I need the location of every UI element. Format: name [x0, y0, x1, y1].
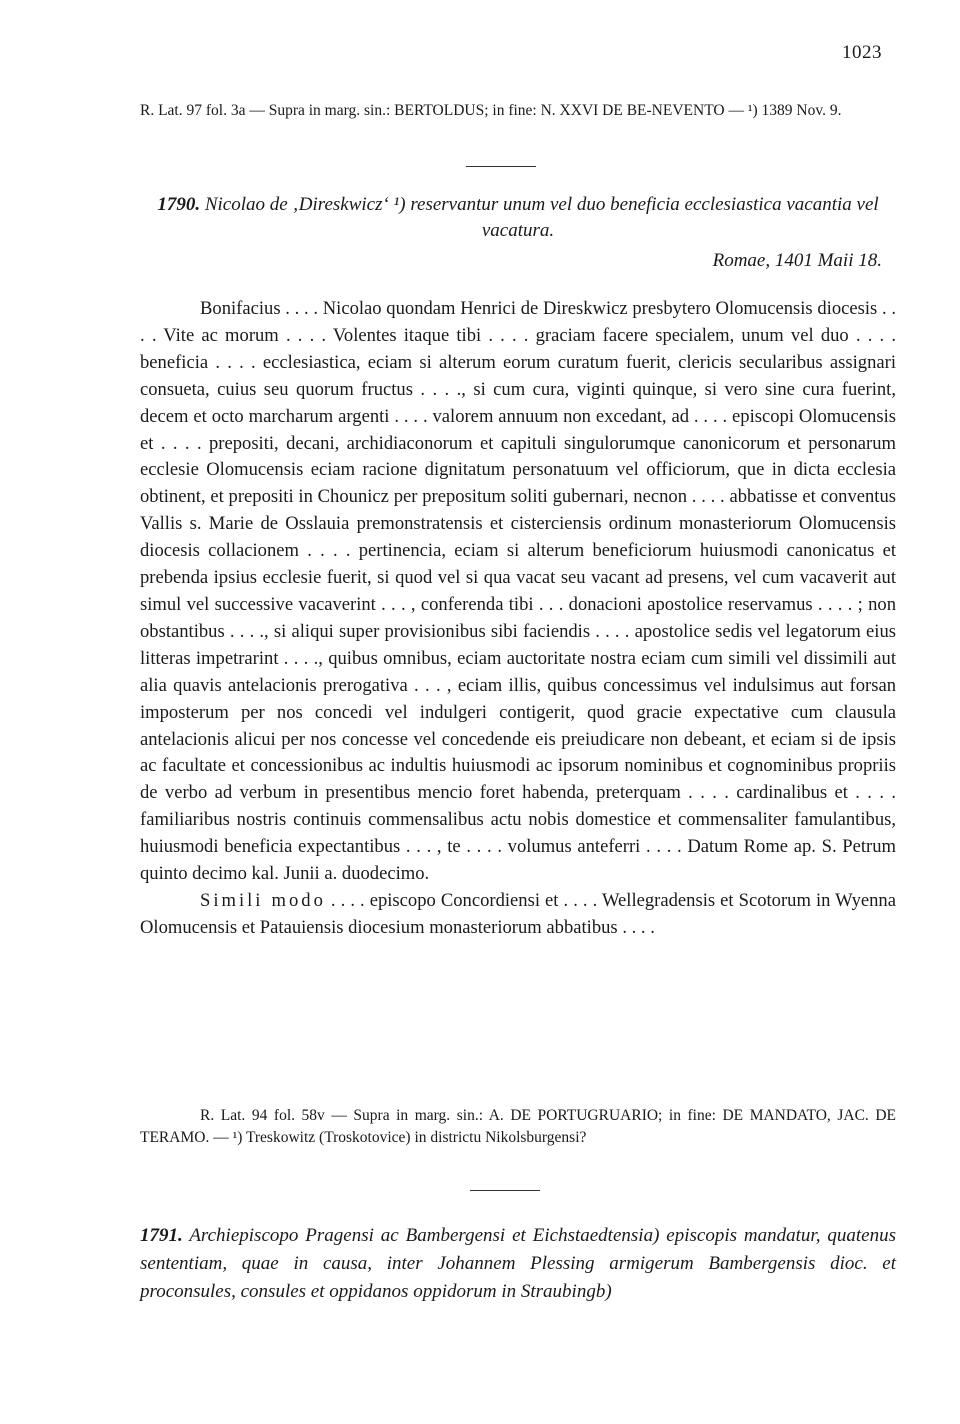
entry-1790-body: [140, 296, 896, 942]
separator-rule: [470, 1190, 540, 1191]
entry-1790-source-note: R. Lat. 94 fol. 58v — Supra in marg. sin.: A. DE PORTUGRUARIO; in fine: DE MANDATO, JAC. DE TERAMO. — ¹) Treskowitz (Troskotovice) in districtu Nikolsburgensi?: [140, 1107, 896, 1146]
entry-1790-heading: [140, 192, 896, 244]
entry-number: 1790.: [157, 194, 201, 215]
entry-number: 1791.: [140, 1225, 183, 1246]
separator-rule: [466, 166, 536, 167]
entry-1791-heading: [140, 1222, 896, 1306]
body-paragraph: Bonifacius . . . . Nicolao quondam Henrici de Direskwicz presbytero Olomucensis diocesis . . . . Vite ac morum . . . . Volentes itaque tibi . . . . graciam facere specialem, unum vel duo . . . . beneficia . . . . ecclesiastica, eciam si alterum eorum curatum fuerit, clericis secularibus assignari consueta, cuius seu quorum fructus . . . ., si cum cura, viginti quinque, si vero sine cura fuerint, decem et octo marcharum argenti . . . . valorem annuum non excedant, ad . . . . episcopi Olomucensis et . . . . prepositi, decani, archidiaconorum et capituli singulorumque canonicorum et personarum ecclesie Olomucensis eciam racione dignitatum personatuum vel officiorum, que in dicta ecclesia obtinent, et prepositi in Chounicz per prepositum soliti gubernari, necnon . . . . abbatisse et conventus Vallis s. Marie de Osslauia premonstratensis et cisterciensis ordinum monasteriorum Olomucensis diocesis collacionem . . . . pertinencia, eciam si alterum beneficiorum huiusmodi canonicatus et prebenda ipsius ecclesie fuerit, si quod vel si qua vacat seu vacant ad presens, vel cum vacaverit aut simul vel successive vacaverint . . . , conferenda tibi . . . donacioni apostolice reservamus . . . . ; non obstantibus . . . ., si aliqui super provisionibus sibi faciendis . . . . apostolice sedis vel legatorum eius litteras impetrarint . . . ., quibus omnibus, eciam auctoritate nostra eciam cum simili vel dissimili aut alia quavis antelacionis prerogativa . . . , eciam illis, quibus concessimus vel indulsimus aut forsan imposterum per nos concedi vel indulgeri contigerit, quod gracie expectative cum clausula antelacionis alicui per nos concesse vel concedende eis preiudicare non debeant, et eciam si de ipsis ac facultate et concessionibus ac indultis huiusmodi ac ipsorum nominibus et cognominibus propriis de verbo ad verbum in presentibus mencio foret habenda, preterquam . . . . cardinalibus et . . . . familiaribus nostris continuis commensalibus actu nobis domestice et commensaliter famulantibus, huiusmodi beneficia expectantibus . . . , te . . . . volumus anteferri . . . . Datum Rome ap. S. Petrum quinto decimo kal. Junii a. duodecimo.: [140, 298, 896, 885]
simili-modo-text: . . . . episcopo Concordiensi et . . . . Wellegradensis et Scotorum in Wyenna Olomucensis et Patauiensis diocesium monasteriorum abbatibus . . . .: [140, 889, 896, 938]
simili-modo-lead: Simili modo: [200, 889, 326, 911]
entry-title: Archiepiscopo Pragensi ac Bambergensi et Eichstaedtensia) episcopis mandatur, quatenus sententiam, quae in causa, inter Johannem Plessing armigerum Bambergensis dioc. et proconsules, consules et oppidanos oppidorum in Straubingb): [140, 1225, 896, 1302]
dateline: Romae, 1401 Maii 18.: [712, 250, 882, 271]
page-number: 1023: [842, 42, 882, 63]
top-source-note: R. Lat. 97 fol. 3a — Supra in marg. sin.: BERTOLDUS; in fine: N. XXVI DE BE-NEVENTO — ¹) 1389 Nov. 9.: [140, 102, 842, 119]
body-paragraph-simili: [140, 888, 896, 942]
entry-title: Nicolao de ‚Direskwicz‘ ¹) reservantur unum vel duo beneficia ecclesiastica vacantia vel vacatura.: [204, 194, 879, 241]
